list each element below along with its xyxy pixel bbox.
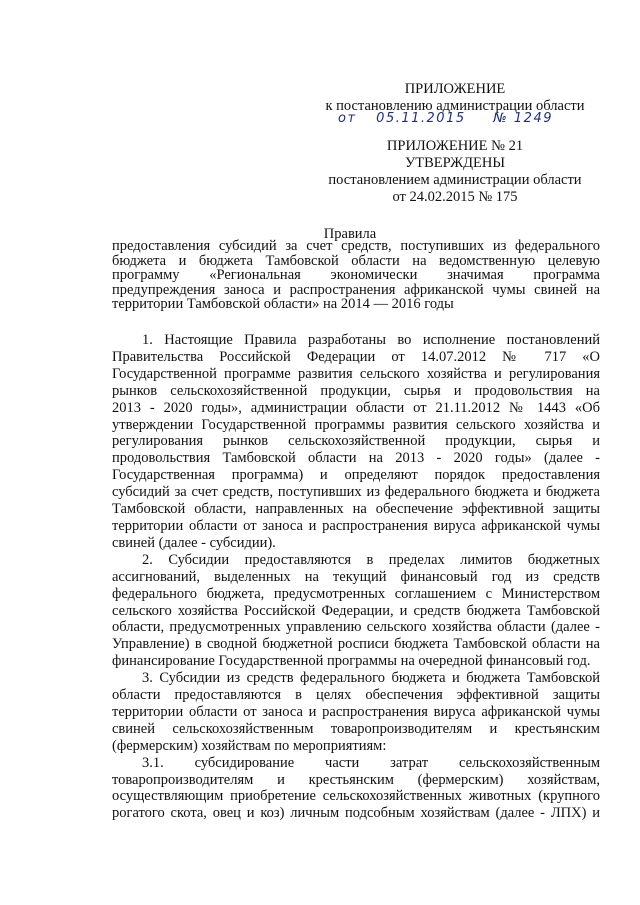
paragraph-line: финансирование Государственной программы на очередной финансовый год. <box>112 653 591 670</box>
paragraph-line: утверждении Государственной программы развития сельского хозяйства и <box>112 416 600 433</box>
approved-by: постановлением администрации области <box>328 172 582 188</box>
paragraph-line: продовольствия Тамбовской области на 2013 - 2020 годы» (далее - <box>112 450 600 467</box>
title-line: предупреждения заноса и распространения африканской чумы свиней на <box>112 282 600 297</box>
paragraph-line: территории области от заноса и распространения вируса африканской чумы <box>112 517 600 534</box>
paragraph-line: рогатого скота, овец и коз) личным подсобным хозяйствам (далее - ЛПХ) и <box>112 805 600 822</box>
paragraph-line: рынков сельскохозяйственной продукции, сырья и продовольствия на <box>112 382 600 399</box>
handwritten-date-line <box>338 111 618 133</box>
paragraph-line: 3.1. субсидирование части затрат сельскохозяйственным <box>142 754 600 771</box>
title-line: бюджета и бюджета Тамбовской области на ведомственную целевую <box>112 253 600 268</box>
paragraph-line: Тамбовской области, направленных на обеспечение эффективной защиты <box>112 501 600 518</box>
paragraph-line: территории области от заноса и распространения вируса африканской чумы <box>112 703 600 720</box>
appendix2-title: ПРИЛОЖЕНИЕ № 21 <box>386 138 524 154</box>
paragraph-line: 2013 - 2020 годы», администрации области от 21.11.2012 № 1443 «Об <box>112 399 600 416</box>
paragraph-line: федерального бюджета, предусмотренных соглашением с Министерством <box>112 585 600 602</box>
appendix-subtitle: к постановлению администрации области <box>325 98 585 114</box>
title-line: предоставления субсидий за счет средств, поступивших из федерального <box>112 239 600 254</box>
paragraph-line: свиней сельскохозяйственным товаропроизводителям и крестьянским <box>112 720 600 737</box>
rules-subtitle <box>112 239 600 312</box>
paragraph-line: Государственная программа) и определяют порядок предоставления <box>112 467 600 484</box>
rules-title: Правила <box>323 226 377 242</box>
title-line: программу «Региональная экономически значимая программа <box>112 268 600 283</box>
paragraph-line: Правительства Российской Федерации от 14.07.2012 № 717 «О <box>112 348 600 365</box>
paragraph-line: 1. Настоящие Правила разработаны во исполнение постановлений <box>142 332 600 348</box>
handwritten-date-prefix: от <box>338 111 357 126</box>
paragraph-line: Государственной программе развития сельского хозяйства и регулирования <box>112 365 600 382</box>
title-line: территории Тамбовской области» на 2014 — 2016 годы <box>112 297 454 312</box>
paragraph-line: осуществляющим приобретение сельскохозяйственных животных (крупного <box>112 788 600 805</box>
paragraph-line: регулирования рынков сельскохозяйственной продукции, сырья и <box>112 433 600 450</box>
approved-heading: УТВЕРЖДЕНЫ <box>404 155 506 171</box>
paragraph-line: ассигнований, выделенных на текущий финансовый год из средств <box>112 568 600 585</box>
paragraph-line: 3. Субсидии из средств федерального бюджета и бюджета Тамбовской <box>142 670 600 687</box>
paragraph-line: свиней (далее - субсидии). <box>112 534 276 551</box>
paragraph-line: товаропроизводителям и крестьянским (фермерским) хозяйствам, <box>112 771 600 788</box>
paragraph-line: области предоставляются в целях обеспечения эффективной защиты <box>112 687 600 704</box>
paragraph-line: области, предусмотренных управлению сельского хозяйства области (далее - <box>112 619 600 636</box>
document-body <box>112 332 600 822</box>
paragraph-line: сельского хозяйства Российской Федерации, и средств бюджета Тамбовской <box>112 602 600 619</box>
paragraph-line: (фермерским) хозяйствам по мероприятиям: <box>112 737 387 754</box>
approved-date: от 24.02.2015 № 175 <box>392 189 518 205</box>
handwritten-date: 05.11.2015 <box>376 111 466 126</box>
paragraph-line: 2. Субсидии предоставляются в пределах лимитов бюджетных <box>142 551 600 568</box>
paragraph-line: субсидий за счет средств, поступивших из федерального бюджета и бюджета <box>112 484 600 501</box>
paragraph-line: Управление) в сводной бюджетной росписи бюджета Тамбовской области на <box>112 636 600 653</box>
handwritten-number: № 1249 <box>493 111 553 126</box>
appendix-title: ПРИЛОЖЕНИЕ <box>404 81 506 97</box>
